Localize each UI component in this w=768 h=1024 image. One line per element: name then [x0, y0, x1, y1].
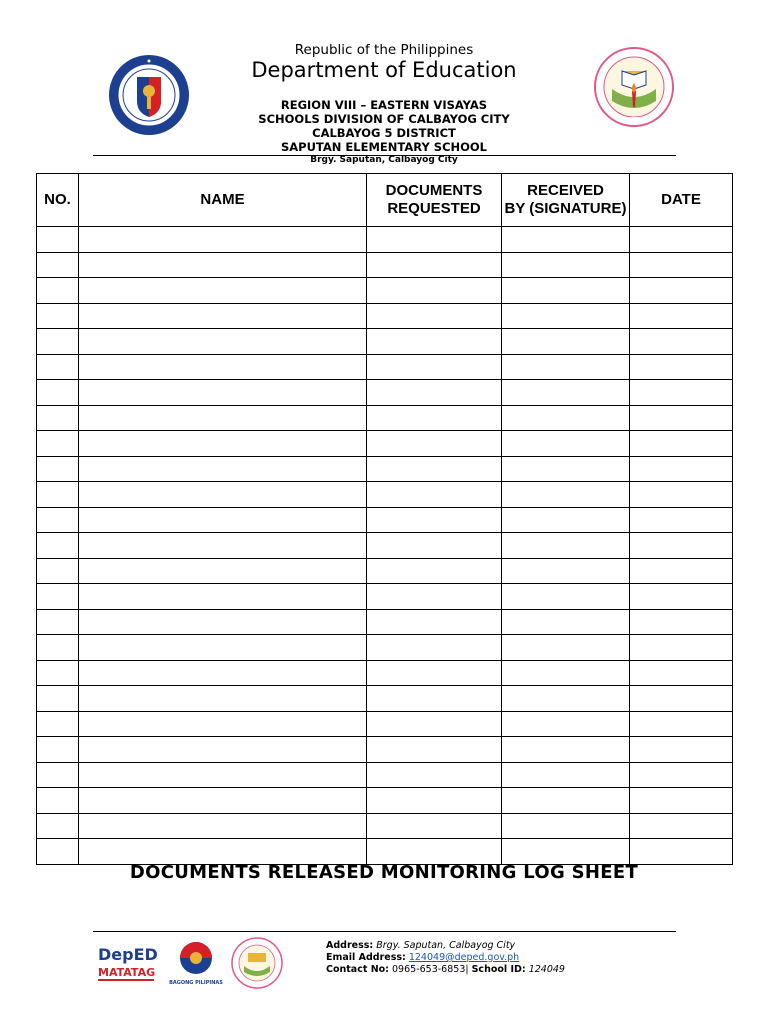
table-row: [37, 329, 733, 355]
cell-name[interactable]: [79, 839, 367, 865]
cell-received-by[interactable]: [502, 482, 630, 508]
cell-documents[interactable]: [367, 788, 502, 814]
cell-documents[interactable]: [367, 737, 502, 763]
cell-documents[interactable]: [367, 329, 502, 355]
table-row: [37, 839, 733, 865]
cell-name[interactable]: [79, 813, 367, 839]
table-row: [37, 533, 733, 559]
school-id-value: 124049: [528, 964, 565, 975]
cell-no[interactable]: [37, 609, 79, 635]
cell-no[interactable]: [37, 431, 79, 457]
cell-no[interactable]: [37, 686, 79, 712]
school-address: Brgy. Saputan, Calbayog City: [310, 155, 458, 165]
cell-documents[interactable]: [367, 456, 502, 482]
cell-received-by[interactable]: [502, 762, 630, 788]
footer-email: [326, 952, 519, 963]
cell-name[interactable]: [79, 227, 367, 253]
cell-no[interactable]: [37, 813, 79, 839]
cell-received-by[interactable]: [502, 329, 630, 355]
cell-name[interactable]: [79, 482, 367, 508]
cell-documents[interactable]: [367, 278, 502, 304]
cell-date[interactable]: [630, 405, 733, 431]
cell-date[interactable]: [630, 456, 733, 482]
cell-documents[interactable]: [367, 686, 502, 712]
cell-date[interactable]: [630, 558, 733, 584]
department-name: Department of Education: [251, 58, 517, 82]
cell-documents[interactable]: [367, 813, 502, 839]
cell-no[interactable]: [37, 303, 79, 329]
cell-received-by[interactable]: [502, 788, 630, 814]
cell-no[interactable]: [37, 227, 79, 253]
email-label: Email Address:: [326, 952, 406, 963]
header-divider: [93, 155, 676, 156]
cell-documents[interactable]: [367, 507, 502, 533]
region-line: REGION VIII – EASTERN VISAYAS: [280, 98, 488, 112]
cell-date[interactable]: [630, 227, 733, 253]
table-header-row: [37, 174, 733, 227]
cell-no[interactable]: [37, 405, 79, 431]
cell-name[interactable]: [79, 405, 367, 431]
cell-date[interactable]: [630, 609, 733, 635]
cell-no[interactable]: [37, 635, 79, 661]
table-row: [37, 380, 733, 406]
cell-received-by[interactable]: [502, 558, 630, 584]
cell-no[interactable]: [37, 660, 79, 686]
cell-received-by[interactable]: [502, 813, 630, 839]
cell-date[interactable]: [630, 329, 733, 355]
cell-no[interactable]: [37, 252, 79, 278]
email-link[interactable]: 124049@deped.gov.ph: [408, 952, 520, 963]
cell-documents[interactable]: [367, 354, 502, 380]
table-row: [37, 558, 733, 584]
deped-matatag-logo: [96, 940, 158, 986]
table-row: [37, 584, 733, 610]
table-row: [37, 354, 733, 380]
cell-documents[interactable]: [367, 609, 502, 635]
cell-name[interactable]: [79, 584, 367, 610]
cell-received-by[interactable]: [502, 609, 630, 635]
cell-no[interactable]: [37, 711, 79, 737]
cell-date[interactable]: [630, 252, 733, 278]
table-row: [37, 252, 733, 278]
table-row: [37, 788, 733, 814]
republic-line: Republic of the Philippines: [294, 42, 474, 58]
school-seal-small-logo: [230, 936, 284, 990]
table-row: [37, 686, 733, 712]
cell-received-by[interactable]: [502, 405, 630, 431]
column-header-no: NO.: [37, 174, 79, 227]
cell-no[interactable]: [37, 354, 79, 380]
svg-text:MATATAG: MATATAG: [98, 966, 156, 979]
cell-received-by[interactable]: [502, 431, 630, 457]
table-row: [37, 456, 733, 482]
cell-documents[interactable]: [367, 711, 502, 737]
cell-documents[interactable]: [367, 380, 502, 406]
footer-divider: [93, 931, 676, 932]
cell-name[interactable]: [79, 711, 367, 737]
cell-date[interactable]: [630, 431, 733, 457]
cell-name[interactable]: [79, 252, 367, 278]
cell-documents[interactable]: [367, 558, 502, 584]
table-row: [37, 762, 733, 788]
cell-date[interactable]: [630, 533, 733, 559]
cell-name[interactable]: [79, 558, 367, 584]
cell-date[interactable]: [630, 762, 733, 788]
column-header-documents: DOCUMENTS REQUESTED: [367, 174, 502, 227]
district-line: CALBAYOG 5 DISTRICT: [312, 126, 456, 140]
cell-date[interactable]: [630, 380, 733, 406]
cell-date[interactable]: [630, 303, 733, 329]
cell-no[interactable]: [37, 329, 79, 355]
cell-name[interactable]: [79, 354, 367, 380]
cell-name[interactable]: [79, 456, 367, 482]
svg-text:DepED: DepED: [98, 945, 158, 964]
cell-name[interactable]: [79, 533, 367, 559]
cell-date[interactable]: [630, 635, 733, 661]
cell-name[interactable]: [79, 737, 367, 763]
cell-no[interactable]: [37, 737, 79, 763]
table-row: [37, 813, 733, 839]
cell-no[interactable]: [37, 533, 79, 559]
svg-text:BAGONG PILIPINAS: BAGONG PILIPINAS: [169, 980, 223, 986]
footer-address: [326, 940, 515, 951]
cell-received-by[interactable]: [502, 533, 630, 559]
cell-received-by[interactable]: [502, 227, 630, 253]
footer-contact: [326, 964, 565, 975]
cell-name[interactable]: [79, 507, 367, 533]
cell-no[interactable]: [37, 456, 79, 482]
cell-documents[interactable]: [367, 660, 502, 686]
contact-label: Contact No:: [326, 964, 389, 975]
cell-name[interactable]: [79, 431, 367, 457]
cell-name[interactable]: [79, 303, 367, 329]
cell-no[interactable]: [37, 278, 79, 304]
cell-no[interactable]: [37, 558, 79, 584]
table-row: [37, 507, 733, 533]
cell-date[interactable]: [630, 354, 733, 380]
cell-received-by[interactable]: [502, 303, 630, 329]
deped-seal-logo: [107, 53, 191, 137]
cell-received-by[interactable]: [502, 839, 630, 865]
cell-received-by[interactable]: [502, 635, 630, 661]
address-label: Address:: [326, 940, 374, 951]
table-body: [37, 227, 733, 865]
cell-documents[interactable]: [367, 584, 502, 610]
cell-received-by[interactable]: [502, 456, 630, 482]
cell-documents[interactable]: [367, 635, 502, 661]
cell-documents[interactable]: [367, 431, 502, 457]
school-name: SAPUTAN ELEMENTARY SCHOOL: [280, 140, 488, 154]
cell-documents[interactable]: [367, 533, 502, 559]
cell-date[interactable]: [630, 839, 733, 865]
table-row: [37, 660, 733, 686]
table-row: [37, 405, 733, 431]
cell-name[interactable]: [79, 686, 367, 712]
cell-received-by[interactable]: [502, 737, 630, 763]
column-header-received-by: RECEIVED BY (SIGNATURE): [502, 174, 630, 227]
table-row: [37, 227, 733, 253]
table-row: [37, 482, 733, 508]
cell-date[interactable]: [630, 278, 733, 304]
cell-name[interactable]: [79, 380, 367, 406]
cell-documents[interactable]: [367, 303, 502, 329]
cell-name[interactable]: [79, 635, 367, 661]
table-row: [37, 711, 733, 737]
cell-no[interactable]: [37, 482, 79, 508]
cell-documents[interactable]: [367, 252, 502, 278]
bagong-pilipinas-logo: [166, 938, 226, 988]
cell-documents[interactable]: [367, 227, 502, 253]
cell-documents[interactable]: [367, 762, 502, 788]
cell-no[interactable]: [37, 507, 79, 533]
cell-received-by[interactable]: [502, 711, 630, 737]
cell-no[interactable]: [37, 839, 79, 865]
cell-no[interactable]: [37, 584, 79, 610]
cell-date[interactable]: [630, 482, 733, 508]
address-value: Brgy. Saputan, Calbayog City: [376, 940, 516, 951]
cell-documents[interactable]: [367, 405, 502, 431]
table-row: [37, 431, 733, 457]
cell-no[interactable]: [37, 762, 79, 788]
cell-date[interactable]: [630, 660, 733, 686]
cell-date[interactable]: [630, 686, 733, 712]
cell-received-by[interactable]: [502, 507, 630, 533]
cell-date[interactable]: [630, 788, 733, 814]
cell-date[interactable]: [630, 507, 733, 533]
table-row: [37, 737, 733, 763]
log-table: [36, 173, 733, 865]
cell-documents[interactable]: [367, 839, 502, 865]
cell-date[interactable]: [630, 584, 733, 610]
table-row: [37, 278, 733, 304]
division-line: SCHOOLS DIVISION OF CALBAYOG CITY: [258, 112, 510, 126]
cell-received-by[interactable]: [502, 380, 630, 406]
cell-name[interactable]: [79, 762, 367, 788]
cell-received-by[interactable]: [502, 584, 630, 610]
cell-received-by[interactable]: [502, 278, 630, 304]
cell-no[interactable]: [37, 788, 79, 814]
school-seal-logo: [592, 45, 676, 129]
cell-no[interactable]: [37, 380, 79, 406]
table-row: [37, 303, 733, 329]
cell-name[interactable]: [79, 278, 367, 304]
school-id-label: School ID:: [471, 964, 526, 975]
cell-documents[interactable]: [367, 482, 502, 508]
cell-name[interactable]: [79, 788, 367, 814]
log-sheet-title: DOCUMENTS RELEASED MONITORING LOG SHEET: [129, 862, 639, 883]
cell-received-by[interactable]: [502, 660, 630, 686]
cell-received-by[interactable]: [502, 252, 630, 278]
column-header-date: DATE: [630, 174, 733, 227]
cell-received-by[interactable]: [502, 686, 630, 712]
table-row: [37, 609, 733, 635]
table-row: [37, 635, 733, 661]
cell-date[interactable]: [630, 813, 733, 839]
cell-received-by[interactable]: [502, 354, 630, 380]
cell-name[interactable]: [79, 329, 367, 355]
cell-name[interactable]: [79, 660, 367, 686]
contact-value: 0965-653-6853|: [392, 964, 469, 975]
cell-date[interactable]: [630, 711, 733, 737]
column-header-name: NAME: [79, 174, 367, 227]
cell-name[interactable]: [79, 609, 367, 635]
cell-date[interactable]: [630, 737, 733, 763]
